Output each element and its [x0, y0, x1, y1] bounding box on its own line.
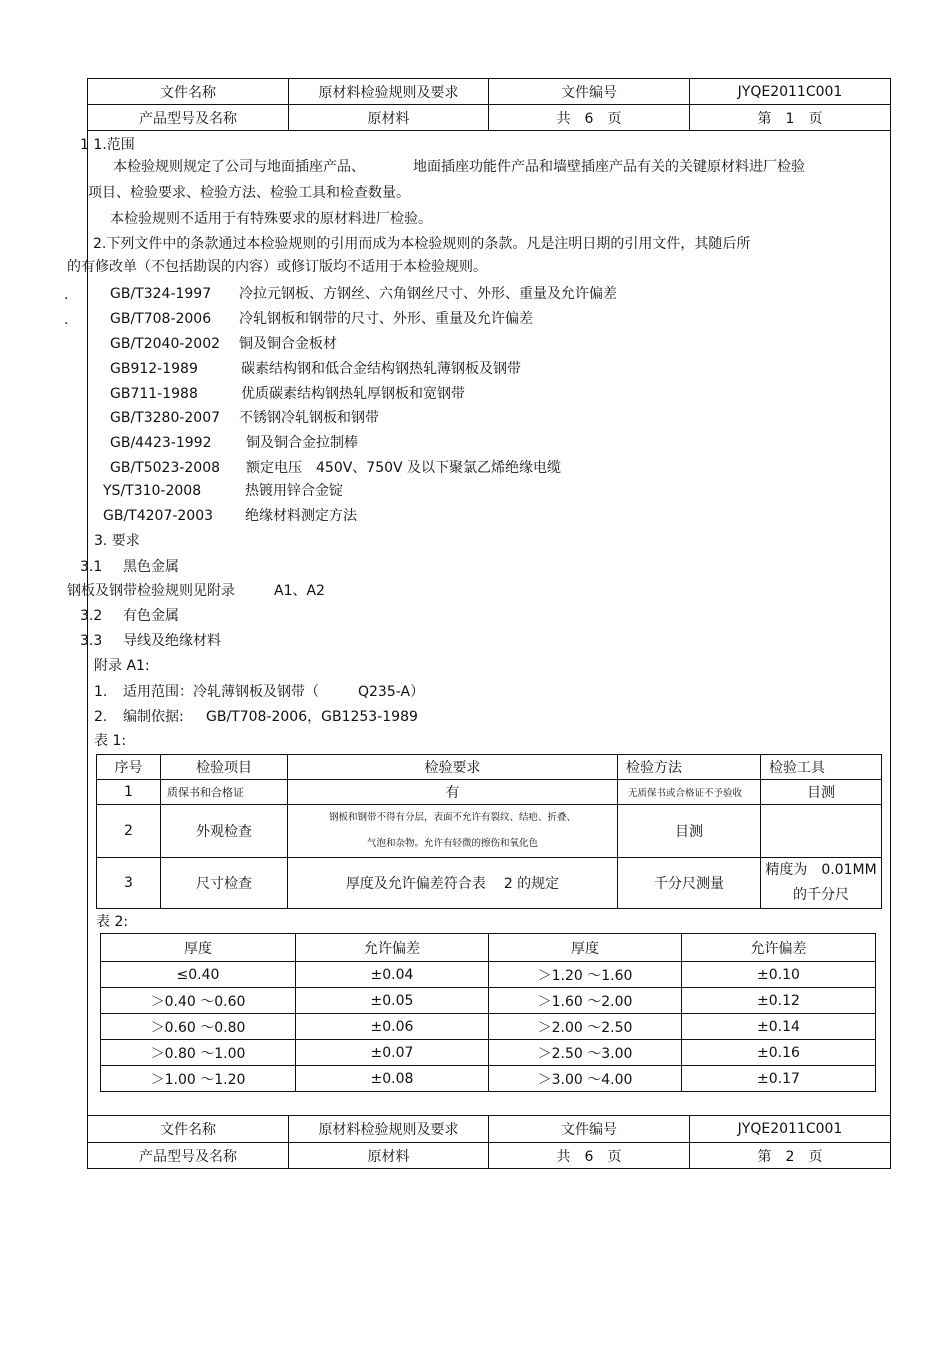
table-1-cell-item: 质保书和合格证: [161, 780, 288, 805]
ref-name: 不锈钢冷轧钢板和钢带: [239, 410, 379, 426]
header-table: [87, 78, 891, 131]
table-1-header: 检验方法: [618, 755, 761, 780]
table-2-cell: ＞1.20 ～1.60: [489, 962, 682, 988]
appendix-item-1-number: 1.: [94, 684, 108, 700]
table-row: [101, 962, 876, 988]
ref-name: 碳素结构钢和低合金结构钢热轧薄钢板及钢带: [241, 361, 521, 377]
section-3-3-number: 3.3: [80, 633, 103, 649]
table-2-cell: ＞2.00 ～2.50: [489, 1014, 682, 1040]
appendix-item-2-number: 2.: [94, 709, 108, 725]
footer-file-no: JYQE2011C001: [690, 1116, 891, 1143]
table-row: [97, 805, 882, 858]
inspection-table: [96, 754, 882, 909]
section-3-1-title: 黑色金属: [123, 559, 179, 575]
table-1-cell-no: 1: [97, 780, 161, 805]
ref-name: 优质碳素结构钢热轧厚钢板和宽钢带: [241, 386, 465, 402]
table-1-header: 检验工具: [761, 755, 882, 780]
table-1-cell-no: 3: [97, 858, 161, 909]
footer-file-name: 原材料检验规则及要求: [289, 1116, 489, 1143]
table-row: [101, 1014, 876, 1040]
section-3-3-title: 导线及绝缘材料: [123, 633, 221, 649]
header-label-product: 产品型号及名称: [88, 105, 289, 131]
table-1-req-line: 气泡和杂物。允许有轻微的擦伤和氧化色: [366, 838, 538, 849]
table-1-cell-tool: [761, 805, 882, 858]
table-2-header: 厚度: [101, 934, 296, 962]
header-file-no: JYQE2011C001: [690, 79, 891, 105]
table-1-header: 序号: [97, 755, 161, 780]
table-1-label: 表 1:: [94, 733, 127, 749]
appendix-item-2-standards: GB/T708-2006，GB1253-1989: [206, 709, 418, 725]
table-1-req-line: 钢板和钢带不得有分层，表面不允许有裂纹、结疤、折叠、: [328, 812, 576, 823]
ref-name: 热镀用锌合金锭: [245, 483, 343, 499]
appendix-item-1-grade: Q235-A）: [358, 684, 425, 700]
table-1-header: 检验要求: [288, 755, 618, 780]
table-row: [97, 858, 882, 909]
header-page-number: 第 1 页: [690, 105, 891, 131]
table-1-tool-line: 的千分尺: [793, 887, 849, 903]
table-2-cell: ±0.17: [682, 1066, 876, 1092]
table-2-cell: ±0.08: [296, 1066, 489, 1092]
bullet-dot: .: [64, 312, 69, 328]
ref-code: GB/T5023-2008: [110, 460, 221, 476]
table-row: [97, 780, 882, 805]
footer-product: 原材料: [289, 1143, 489, 1169]
appendix-item-2-label: 编制依据:: [123, 709, 184, 725]
table-2-cell: ±0.16: [682, 1040, 876, 1066]
ref-name: 额定电压 450V、750V 及以下聚氯乙烯绝缘电缆: [246, 460, 562, 476]
ref-name: 绝缘材料测定方法: [245, 508, 357, 524]
section-1-para-1a: 本检验规则规定了公司与地面插座产品、: [113, 159, 365, 175]
section-3-title: 3. 要求: [94, 533, 140, 549]
header-label-file-no: 文件编号: [489, 79, 690, 105]
table-2-cell: ＞1.60 ～2.00: [489, 988, 682, 1014]
table-1-header: 检验项目: [161, 755, 288, 780]
ref-code: GB912-1989: [110, 361, 198, 377]
table-2-cell: ±0.04: [296, 962, 489, 988]
table-1-req-ref: 2 的规定: [503, 876, 560, 892]
table-1-cell-item: 外观检查: [161, 805, 288, 858]
table-2-cell: ≤0.40: [101, 962, 296, 988]
appendix-item-1-text: 适用范围：冷轧薄钢板及钢带（: [123, 684, 319, 700]
section-1-para-1c: 项目、检验要求、检验方法、检验工具和检查数量。: [88, 185, 410, 201]
section-2-para-1: 2.下列文件中的条款通过本检验规则的引用而成为本检验规则的条款。凡是注明日期的引用文件，其随后所: [93, 236, 751, 252]
table-1-req-text: 厚度及允许偏差符合表: [345, 876, 486, 892]
section-3-1-number: 3.1: [80, 559, 103, 575]
table-1-cell-req: [288, 858, 618, 909]
appendix-title: 附录 A1:: [94, 658, 150, 674]
table-2-cell: ＞2.50 ～3.00: [489, 1040, 682, 1066]
table-row: [101, 1066, 876, 1092]
table-2-cell: ±0.07: [296, 1040, 489, 1066]
ref-code: YS/T310-2008: [103, 483, 202, 499]
section-3-1-note: 钢板及钢带检验规则见附录: [67, 583, 235, 599]
table-1-cell-no: 2: [97, 805, 161, 858]
table-2-cell: ＞0.60 ～0.80: [101, 1014, 296, 1040]
ref-code: GB/T708-2006: [110, 311, 212, 327]
table-row: [101, 1040, 876, 1066]
table-2-cell: ±0.06: [296, 1014, 489, 1040]
table-2-cell: ±0.10: [682, 962, 876, 988]
ref-name: 冷拉元钢板、方钢丝、六角钢丝尺寸、外形、重量及允许偏差: [239, 286, 617, 302]
table-1-tool-line: 精度为 0.01MM: [765, 862, 877, 878]
section-1-para-1b: 地面插座功能件产品和墙壁插座产品有关的关键原材料进厂检验: [413, 159, 805, 175]
table-1-cell-method: 无质保书或合格证不予验收: [618, 780, 761, 805]
table-2-header: 允许偏差: [682, 934, 876, 962]
section-3-2-title: 有色金属: [123, 608, 179, 624]
ref-name: 冷轧钢板和钢带的尺寸、外形、重量及允许偏差: [239, 311, 533, 327]
table-2-cell: ±0.05: [296, 988, 489, 1014]
footer-page-number: 第 2 页: [690, 1143, 891, 1169]
table-row: [101, 988, 876, 1014]
table-1-cell-method: 目测: [618, 805, 761, 858]
table-2-cell: ±0.14: [682, 1014, 876, 1040]
footer-label-file-no: 文件编号: [489, 1116, 690, 1143]
section-3-2-number: 3.2: [80, 608, 103, 624]
table-1-cell-req: 有: [288, 780, 618, 805]
table-2-cell: ±0.12: [682, 988, 876, 1014]
footer-label-file-name: 文件名称: [88, 1116, 289, 1143]
section-3-1-note-ref: A1、A2: [274, 583, 325, 599]
header-total-pages: 共 6 页: [489, 105, 690, 131]
ref-code: GB/T2040-2002: [110, 336, 221, 352]
table-2-cell: ＞3.00 ～4.00: [489, 1066, 682, 1092]
section-1-para-2: 本检验规则不适用于有特殊要求的原材料进厂检验。: [110, 211, 432, 227]
table-1-cell-req: [288, 805, 618, 858]
ref-name: 铜及铜合金板材: [239, 336, 337, 352]
table-2-cell: ＞0.80 ～1.00: [101, 1040, 296, 1066]
table-2-cell: ＞0.40 ～0.60: [101, 988, 296, 1014]
thickness-tolerance-table: [100, 933, 876, 1092]
ref-code: GB/T324-1997: [110, 286, 212, 302]
table-1-cell-tool: [761, 858, 882, 909]
section-1-title: 1 1.范围: [80, 137, 135, 153]
table-1-cell-tool: 目测: [761, 780, 882, 805]
table-2-cell: ＞1.00 ～1.20: [101, 1066, 296, 1092]
table-2-header: 厚度: [489, 934, 682, 962]
ref-code: GB/T4207-2003: [103, 508, 214, 524]
header-file-name: 原材料检验规则及要求: [289, 79, 489, 105]
header-product: 原材料: [289, 105, 489, 131]
table-2-label: 表 2:: [96, 914, 129, 930]
footer-total-pages: 共 6 页: [489, 1143, 690, 1169]
ref-name: 铜及铜合金拉制棒: [246, 435, 358, 451]
footer-table: [87, 1115, 891, 1169]
bullet-dot: .: [64, 287, 69, 303]
footer-label-product: 产品型号及名称: [88, 1143, 289, 1169]
ref-code: GB/4423-1992: [110, 435, 212, 451]
header-label-file-name: 文件名称: [88, 79, 289, 105]
table-1-cell-method: 千分尺测量: [618, 858, 761, 909]
ref-code: GB711-1988: [110, 386, 198, 402]
section-2-para-2: 的有修改单（不包括勘误的内容）或修订版均不适用于本检验规则。: [67, 259, 487, 275]
table-2-header: 允许偏差: [296, 934, 489, 962]
table-1-cell-item: 尺寸检查: [161, 858, 288, 909]
ref-code: GB/T3280-2007: [110, 410, 221, 426]
